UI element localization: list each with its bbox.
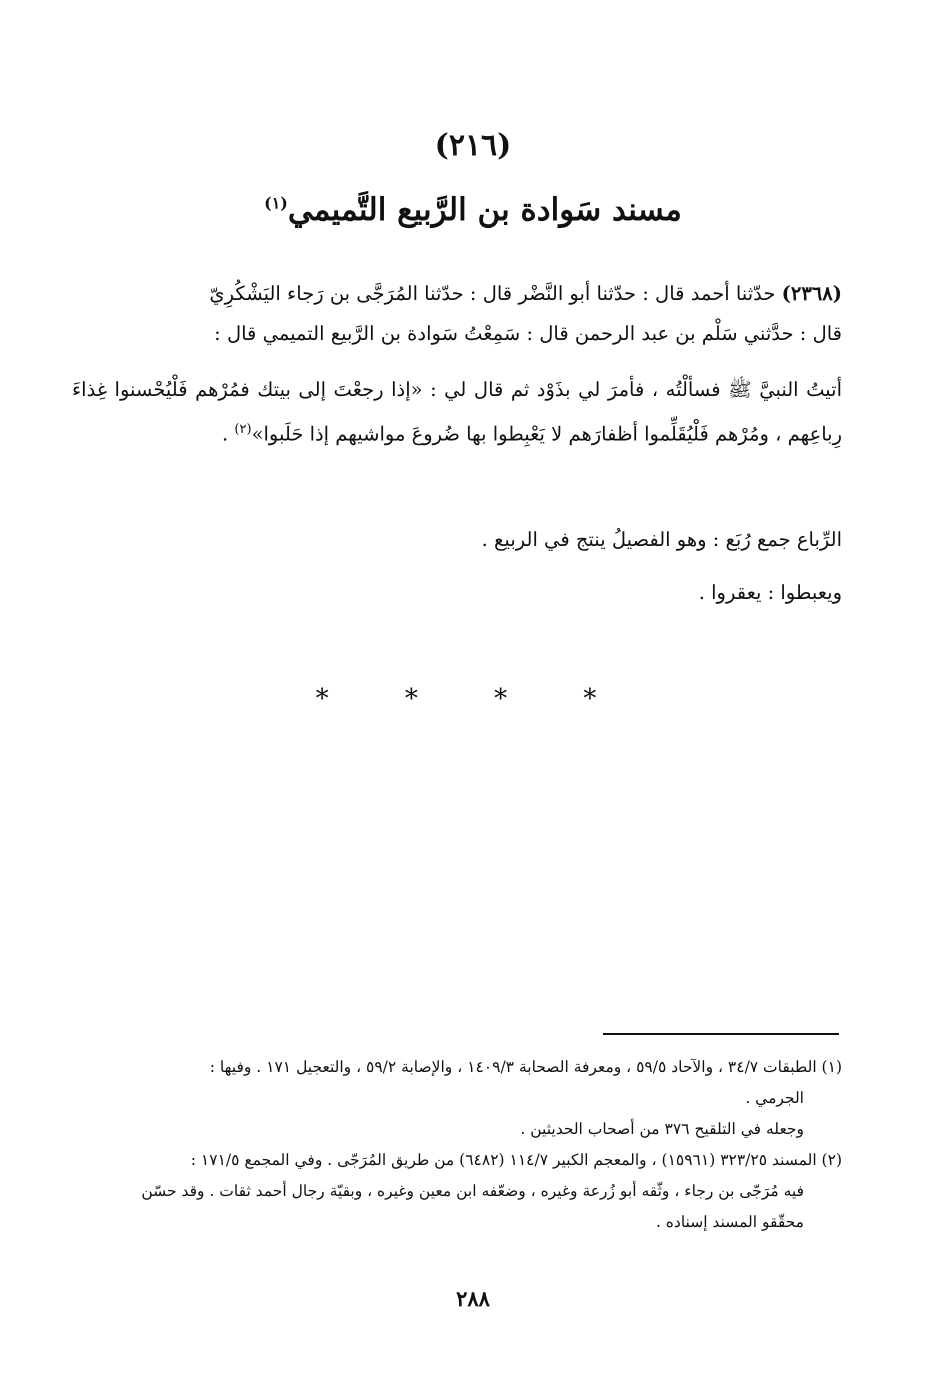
chapter-number: (٢١٦)	[434, 128, 512, 163]
section-separator: * * * *	[315, 684, 631, 714]
matn-footnote-ref: (٢)	[234, 422, 252, 437]
gloss-line-2: ويعبطوا : يعقروا .	[698, 581, 842, 604]
footnote-2-line-1: (٢) المسند ٣٢٣/٢٥ (١٥٩٦١) ، والمعجم الكبير ١١٤/٧ (٦٤٨٢) من طريق المُرَجّى . وفي المجمع ١٧١/٥ :	[190, 1151, 842, 1169]
hadith-matn	[72, 370, 842, 455]
footnotes	[72, 1052, 842, 1238]
footnote-1-line-1: (١) الطبقات ٣٤/٧ ، والآحاد ٥٩/٥ ، ومعرفة الصحابة ١٤٠٩/٣ ، والإصابة ٥٩/٢ ، والتعجيل ١٧١ . وفيها :	[209, 1058, 842, 1076]
gloss-line-1: الرِّباع جمع رُبَع : وهو الفصيلُ ينتج في الربيع .	[481, 528, 842, 551]
isnad-line-2: قال : حدَّثني سَلْم بن عبد الرحمن قال : سَمِعْتُ سَوادة بن الرَّبيع التميمي قال :	[214, 322, 842, 345]
footnote-2-line-3: محقّقو المسند إسناده .	[655, 1213, 804, 1231]
footnote-1-line-3: وجعله في التلقيح ٣٧٦ من أصحاب الحديثين .	[520, 1120, 804, 1138]
isnad-line-1	[72, 274, 842, 314]
hadith-isnad	[72, 274, 842, 354]
matn-text: أتيتُ النبيَّ ﷺ فسألْتُه ، فأمرَ لي بذَوْد ثم قال لي : «إذا رجعْتَ إلى بيتك فمُرْهم فَلْيُحْسنوا غِذاءَ رِباعِهم ، ومُرْهم فَلْيُقَلِّموا أظفارَهم لا يَعْبِطوا بها ضُروعَ مواشيهم إذا حَلَبوا»	[72, 378, 842, 446]
isnad-line-1-text: حدّثنا أحمد قال : حدّثنا أبو النَّضْر قال : حدّثنا المُرَجَّى بن رَجاء اليَشْكُرِيّ	[209, 282, 776, 305]
page-number: ٢٨٨	[456, 1286, 490, 1311]
footnote-1-line-2: الجرمي .	[745, 1089, 804, 1107]
matn-end: .	[222, 422, 235, 446]
footnote-2-line-2: فيه مُرَجّى بن رجاء ، وثّقه أبو زُرعة وغيره ، وضعّفه ابن معين وغيره ، وبقيّة رجال أحمد ثقات . وقد حسّن	[141, 1182, 804, 1200]
title-footnote-ref: (١)	[264, 193, 288, 213]
chapter-title-text: مسند سَوادة بن الرَّبيع التَّميمي	[287, 192, 682, 228]
hadith-number: (٢٣٦٨)	[781, 282, 842, 305]
chapter-title	[0, 192, 946, 228]
footnote-divider	[603, 1033, 839, 1035]
